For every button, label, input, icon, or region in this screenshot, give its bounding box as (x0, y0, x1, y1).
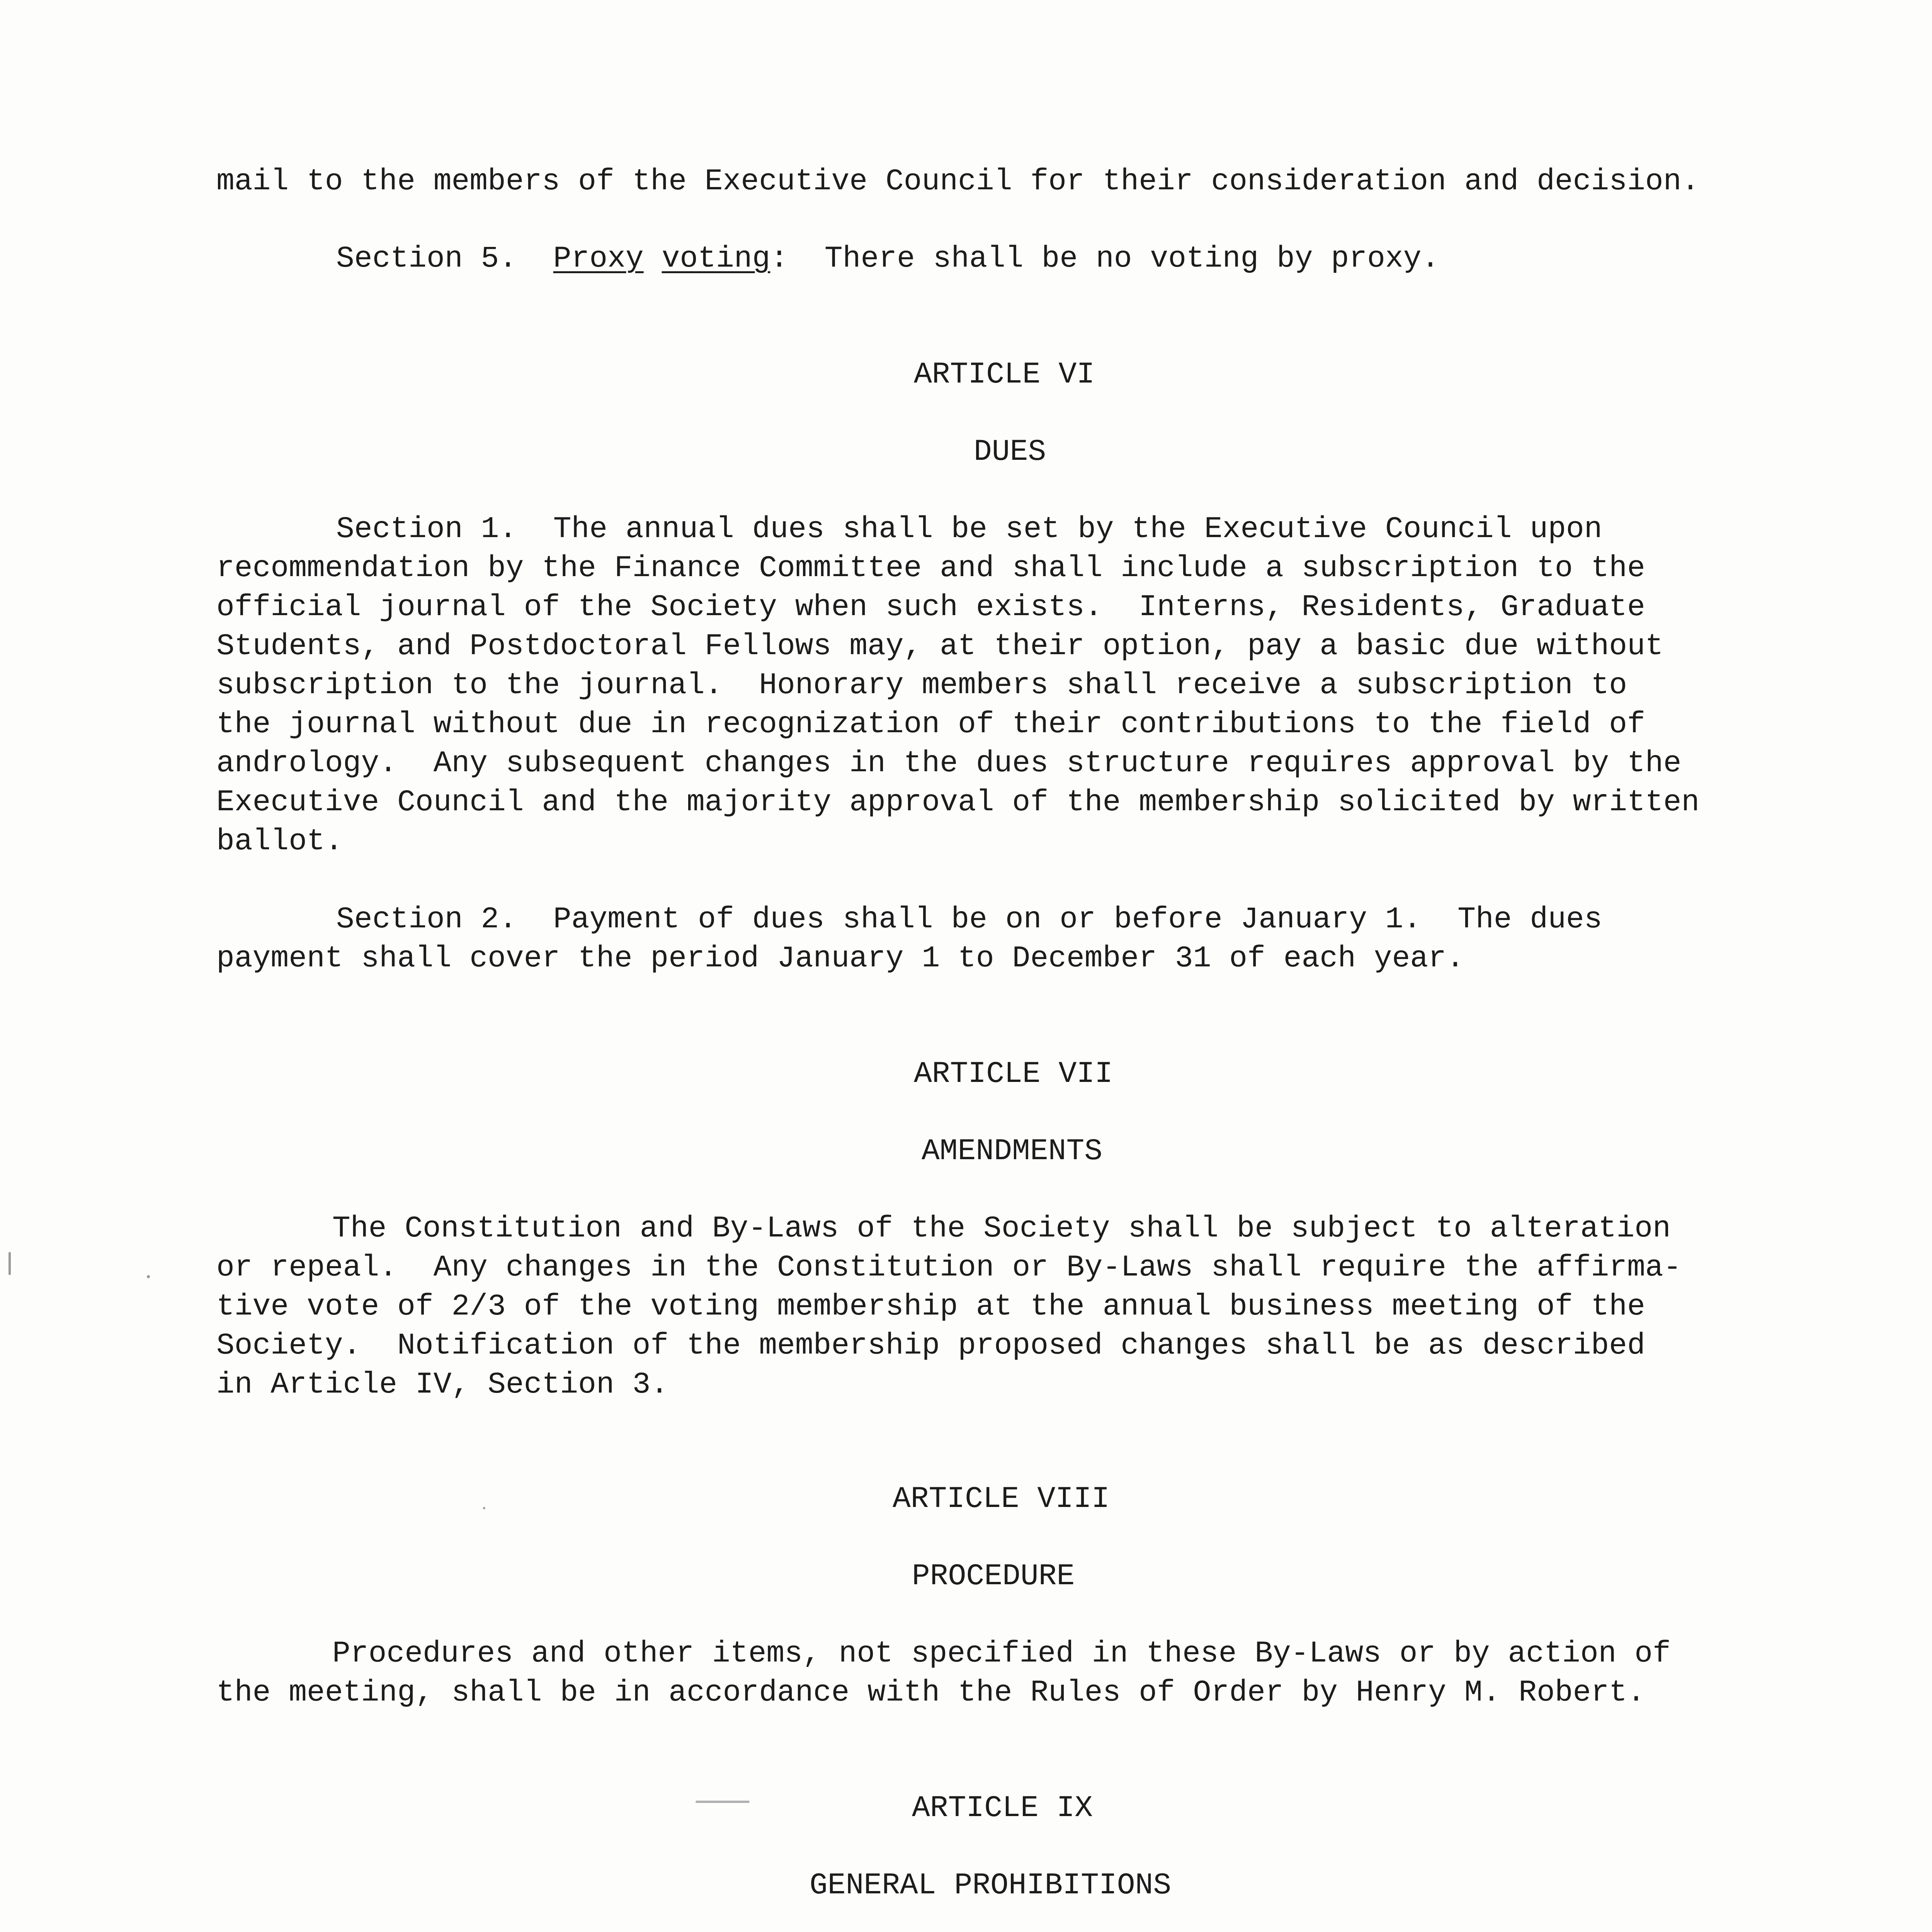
article7-heading: ARTICLE VII (914, 1057, 1113, 1091)
article6-section2-line: Section 2. Payment of dues shall be on or before January 1. The dues (336, 903, 1602, 937)
article6-section1-line: the journal without due in recognization of their contributions to the field of (216, 707, 1645, 742)
article7-body-line: tive vote of 2/3 of the voting membership at the annual business meeting of the (216, 1290, 1645, 1324)
scan-speck (147, 1275, 150, 1278)
article6-section1-line: Students, and Postdoctoral Fellows may, at their option, pay a basic due without (216, 629, 1663, 663)
article9-heading: ARTICLE IX (912, 1791, 1093, 1825)
article6-section1-line: andrology. Any subsequent changes in the dues structure requires approval by the (216, 747, 1682, 781)
article7-title: AMENDMENTS (922, 1134, 1103, 1168)
proxy-term: Proxy (553, 242, 644, 276)
article6-section1-line: Executive Council and the majority approval of the membership solicited by written (216, 786, 1700, 820)
continuation-line: mail to the members of the Executive Council for their consideration and decision. (216, 165, 1700, 199)
article5-section5 (336, 240, 1439, 279)
voting-term: voting (662, 242, 770, 276)
article7-body-line: or repeal. Any changes in the Constitution or By-Laws shall require the affirma- (216, 1251, 1682, 1285)
article6-section1-line: subscription to the journal. Honorary members shall receive a subscription to (216, 668, 1627, 702)
scan-speck (483, 1507, 485, 1509)
article7-body-line: The Constitution and By-Laws of the Society shall be subject to alteration (332, 1212, 1671, 1246)
article6-section2-line: payment shall cover the period January 1 to December 31 of each year. (216, 942, 1464, 976)
article8-body-line: the meeting, shall be in accordance with the Rules of Order by Henry M. Robert. (216, 1676, 1645, 1710)
article6-section1-line: Section 1. The annual dues shall be set by the Executive Council upon (336, 512, 1602, 546)
section-label: Section 5. (336, 242, 517, 276)
article8-body-line: Procedures and other items, not specified in these By-Laws or by action of (332, 1637, 1671, 1671)
article6-title: DUES (974, 435, 1046, 469)
article8-title: PROCEDURE (912, 1560, 1075, 1594)
article6-section1-line: recommendation by the Finance Committee and shall include a subscription to the (216, 551, 1645, 585)
article8-heading: ARTICLE VIII (893, 1482, 1110, 1516)
term-colon: : (770, 242, 789, 276)
scan-smudge (696, 1801, 750, 1803)
scan-mark (9, 1252, 11, 1275)
article7-body-line: in Article IV, Section 3. (216, 1368, 669, 1402)
article9-title: GENERAL PROHIBITIONS (810, 1869, 1172, 1903)
article7-body-line: Society. Notification of the membership proposed changes shall be as described (216, 1329, 1645, 1363)
article6-section1-line: official journal of the Society when such exists. Interns, Residents, Graduate (216, 590, 1645, 624)
article6-section1-line: ballot. (216, 825, 343, 859)
section-text: There shall be no voting by proxy. (824, 242, 1440, 276)
article6-heading: ARTICLE VI (914, 358, 1095, 392)
